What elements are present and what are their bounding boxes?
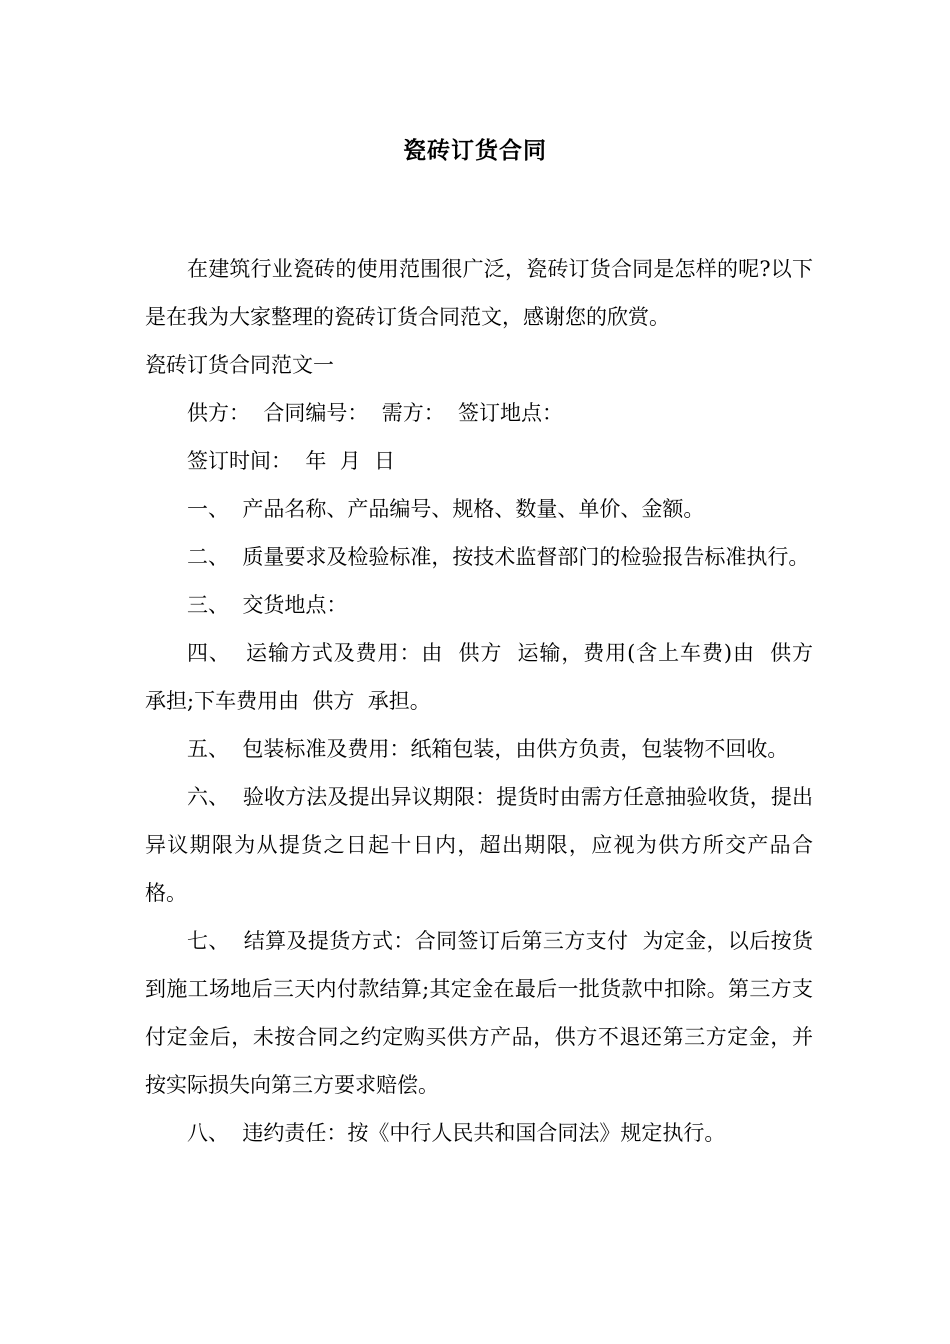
clause-7: 七、 结算及提货方式：合同签订后第三方支付 为定金，以后按货到施工场地后三天内付款结算;其定金在最后一批货款中扣除。第三方支付定金后，未按合同之约定购买供方产品，供方不退还第三方定金，并按实际损失向第三方要求赔偿。 [145,929,813,1097]
clause-2: 二、 质量要求及检验标准，按技术监督部门的检验报告标准执行。 [187,545,810,569]
intro-paragraph: 在建筑行业瓷砖的使用范围很广泛，瓷砖订货合同是怎样的呢?以下是在我为大家整理的瓷砖订货合同范文，感谢您的欣赏。 [145,257,813,329]
parties-line: 供方： 合同编号： 需方： 签订地点： [187,401,564,425]
clause-3: 三、 交货地点： [187,593,348,617]
section-subtitle: 瓷砖订货合同范文一 [145,353,334,377]
clause-1: 一、 产品名称、产品编号、规格、数量、单价、金额。 [187,497,705,521]
clause-5: 五、 包装标准及费用：纸箱包装，由供方负责，包装物不回收。 [187,737,789,761]
document-body [145,245,827,1157]
signing-date-line: 签订时间： 年 月 日 [187,449,396,473]
clause-6: 六、 验收方法及提出异议期限：提货时由需方任意抽验收货，提出异议期限为从提货之日起十日内，超出期限，应视为供方所交产品合格。 [145,785,813,905]
document-title: 瓷砖订货合同 [403,138,547,164]
clause-8: 八、 违约责任：按《中行人民共和国合同法》规定执行。 [187,1121,726,1145]
clause-4: 四、 运输方式及费用：由 供方 运输，费用(含上车费)由 供方 承担;下车费用由 供方 承担。 [145,641,827,713]
